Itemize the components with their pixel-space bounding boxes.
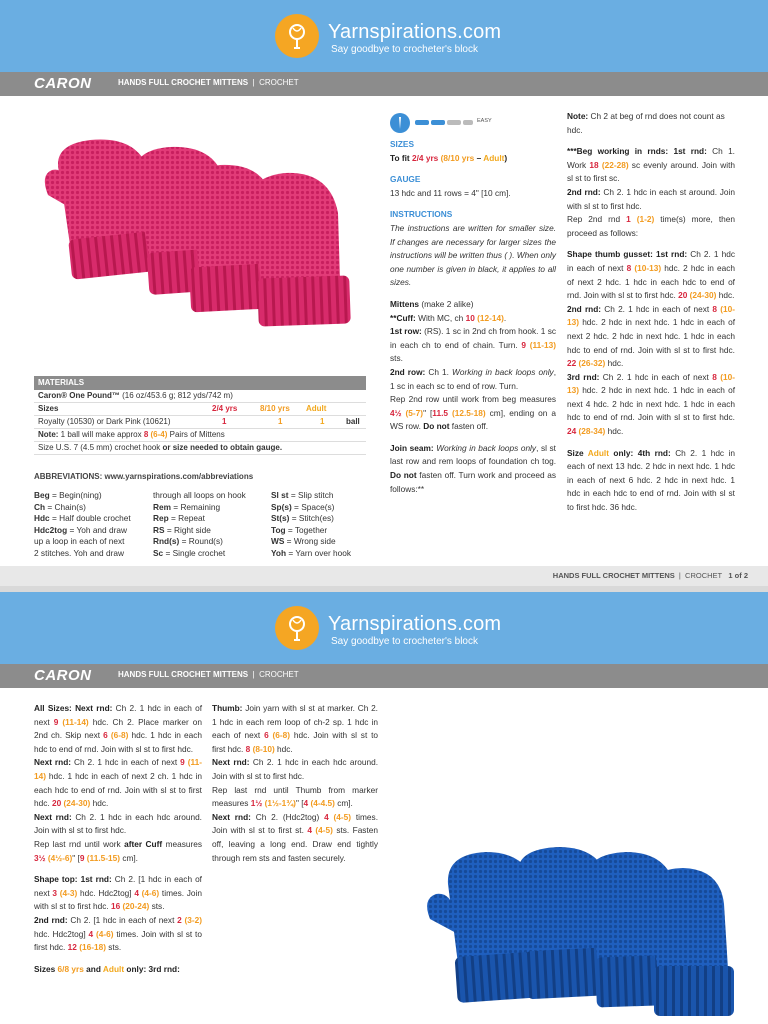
materials-colors-row: Royalty (10530) or Dark Pink (10621) 1 1 1 ball <box>34 416 366 429</box>
abbreviation-item: St(s) = Stitch(es) <box>271 513 334 523</box>
abbreviation-item: Sc = Single crochet <box>153 547 226 558</box>
pattern-title-2: HANDS FULL CROCHET MITTENS | CROCHET <box>118 670 299 679</box>
abbreviation-item: Yoh = Yarn over hook <box>271 547 352 558</box>
pink-mittens-image <box>40 135 360 345</box>
caron-logo-2: CARON <box>34 667 92 684</box>
abbreviations-column-1 <box>34 490 146 559</box>
pattern-title: HANDS FULL CROCHET MITTENS | CROCHET <box>118 78 299 87</box>
materials-table <box>34 376 366 455</box>
materials-yarn-row: Caron® One Pound™ (16 oz/453.6 g; 812 yds/742 m) <box>34 390 366 403</box>
abbreviation-item: Rem = Remaining <box>153 501 221 512</box>
abbreviation-item: through all loops on hook <box>153 490 246 500</box>
instructions-intro: The instructions are written for smaller size. If changes are necessary for larger sizes the instructions will be written thus ( ). When only one number is given in black, it applies to all sizes. <box>390 222 556 288</box>
abbreviation-item: Rnd(s) = Round(s) <box>153 536 223 546</box>
abbreviations-heading[interactable]: ABBREVIATIONS: www.yarnspirations.com/abbreviations <box>34 472 254 481</box>
abbreviations-column-3 <box>271 490 371 559</box>
note-text: Note: Ch 2 at beg of rnd does not count as hdc. <box>567 111 725 135</box>
mittens-text: Mittens (make 2 alike) **Cuff: With MC, ch 10 (12-14). 1st row: (RS). 1 sc in 2nd ch from hook. 1 sc in each ch to end of chain. Turn. 9 (11-13) sts. 2nd row: Ch 1. Working in back loops only, 1 sc in each sc to end of row. Turn. Rep 2nd row until work from beg measures 4½ (5-7)" [11.5 (12.5-18) cm], ending on a WS row. Do not fasten off. <box>390 298 556 432</box>
yarnspirations-logo-icon[interactable] <box>275 14 319 58</box>
page-2 <box>0 592 768 1024</box>
site-title-2[interactable]: Yarnspirations.com <box>328 613 502 635</box>
shape-top-text: Shape top: 1st rnd: Ch 2. [1 hdc in each of next 3 (4-3) hdc. Hdc2tog] 4 (4-6) times. Join with sl st to first hdc. 16 (20-24) sts. 2nd rnd: Ch 2. [1 hdc in each of next 2 (3-2) hdc. Hdc2tog] 4 (4-6) times. Join with sl st to first hdc. 12 (16-18) sts. <box>34 874 202 953</box>
yarnspirations-logo-icon[interactable] <box>275 606 319 650</box>
skill-level-icon <box>390 113 410 133</box>
sizes-third-rnd-text: Sizes 6/8 yrs and Adult only: 3rd rnd: <box>34 963 180 974</box>
site-tagline-2: Say goodbye to crocheter's block <box>331 636 478 647</box>
page-footer <box>0 566 768 586</box>
page2-column-1 <box>34 702 202 976</box>
abbreviation-item: Beg = Begin(ning) <box>34 490 102 500</box>
instructions-heading: INSTRUCTIONS <box>390 209 453 220</box>
page2-column-2 <box>212 702 378 865</box>
footer-text: HANDS FULL CROCHET MITTENS | CROCHET 1 of 2 <box>552 571 748 580</box>
thumb-text: Thumb: Join yarn with sl st at marker. Ch 2. 1 hdc in each rem loop of ch-2 sp. 1 hdc in each of next 6 (6-8) hdc. Join with sl st to first hdc. 8 (8-10) hdc. Next rnd: Ch 2. 1 hdc in each hdc around. Join with sl st to first hdc. Rep last rnd until Thumb from marker measures 1½ (1½-1¾)" [4 (4-4.5) cm]. Next rnd: Ch 2. (Hdc2tog) 4 (4-5) times. Join with sl st to first st. 4 (4-5) sts. Fasten off, leaving a long end. Draw end tightly through rem sts and fasten securely. <box>212 703 378 863</box>
site-tagline: Say goodbye to crocheter's block <box>331 44 478 55</box>
blue-mittens-image <box>408 844 738 1024</box>
skill-bar-1 <box>415 120 429 125</box>
abbreviation-item: up a loop in each of next <box>34 536 125 546</box>
abbreviation-item: 2 stitches. Yoh and draw <box>34 547 124 558</box>
brand-bar <box>0 72 768 96</box>
thumb-gusset-text: Shape thumb gusset: 1st rnd: Ch 2. 1 hdc in each of next 8 (10-13) hdc. 2 hdc in each of next 2 hdc. 1 hdc in each hdc to end of rnd. Join with sl st to first hdc. 20 (24-30) hdc. 2nd rnd: Ch 2. 1 hdc in each of next 8 (10-13) hdc. 2 hdc in next hdc. 1 hdc in each of next 2 hdc. 2 hdc in next hdc. 1 hdc in each hdc to end of rnd. Join with sl st to first hdc. 22 (26-32) hdc. 3rd rnd: Ch 2. 1 hdc in each of next 8 (10-13) hdc. 2 hdc in next hdc. 1 hdc in each of next 4 hdc. 2 hdc in next hdc. 1 hdc in each hdc to end of rnd. Join with sl st to first hdc. 24 (28-34) hdc. <box>567 249 735 437</box>
abbreviation-item: Sl st = Slip stitch <box>271 490 334 500</box>
abbreviations-column-2 <box>153 490 265 559</box>
pattern-column-3 <box>567 110 735 515</box>
abbreviation-item: Hdc = Half double crochet <box>34 513 131 523</box>
skill-bar-2 <box>431 120 445 125</box>
gauge-text: 13 hdc and 11 rows = 4" [10 cm]. <box>390 187 511 198</box>
pattern-column-2 <box>390 138 556 496</box>
site-banner <box>0 0 768 72</box>
gauge-heading: GAUGE <box>390 174 421 185</box>
abbreviation-item: Sp(s) = Space(s) <box>271 501 335 512</box>
abbreviation-item: RS = Right side <box>153 524 211 535</box>
materials-hook-row: Size U.S. 7 (4.5 mm) crochet hook or size needed to obtain gauge. <box>34 442 366 455</box>
size-adult-text: Size Adult only: 4th rnd: Ch 2. 1 hdc in each of next 13 hdc. 2 hdc in next hdc. 1 hdc in each of next 6 hdc. 2 hdc in next hdc. 1 hdc in each hdc to end of rnd. Join with sl st to first hdc. 36 hdc. <box>567 447 735 513</box>
abbreviation-item: Ch = Chain(s) <box>34 501 86 512</box>
brand-bar-2 <box>0 664 768 688</box>
join-seam-text: Join seam: Working in back loops only, sl st last row and rem loops of foundation ch tog. Do not fasten off. Turn work and proceed as follows:** <box>390 442 557 494</box>
rounds-text: ***Beg working in rnds: 1st rnd: Ch 1. Work 18 (22-28) sc evenly around. Join with sl st to first sc. 2nd rnd: Ch 2. 1 hdc in each st around. Join with sl st to first hdc. Rep 2nd rnd 1 (1-2) time(s) more, then proceed as follows: <box>567 146 736 238</box>
skill-bar-4 <box>463 120 473 125</box>
sizes-text: To fit 2/4 yrs (8/10 yrs – Adult) <box>390 152 508 163</box>
materials-note-row: Note: 1 ball will make approx 8 (6-4) Pairs of Mittens <box>34 429 366 442</box>
abbreviation-item: Hdc2tog = Yoh and draw <box>34 524 127 535</box>
site-banner-2 <box>0 592 768 664</box>
skill-level-label: EASY <box>477 118 492 124</box>
abbreviation-item: WS = Wrong side <box>271 536 336 546</box>
materials-sizes-row: Sizes 2/4 yrs 8/10 yrs Adult <box>34 403 366 416</box>
site-title[interactable]: Yarnspirations.com <box>328 21 502 43</box>
abbreviation-item: Rep = Repeat <box>153 513 205 523</box>
all-sizes-text: All Sizes: Next rnd: Ch 2. 1 hdc in each of next 9 (11-14) hdc. Ch 2. Place marker on 2nd ch. Skip next 6 (6-8) hdc. 1 hdc in each hdc to end of rnd. Join with sl st to first hdc. Next rnd: Ch 2. 1 hdc in each of next 9 (11-14) hdc. 1 hdc in each of next 2 ch. 1 hdc in each hdc to end of rnd. Join with sl st to first hdc. 20 (24-30) hdc. Next rnd: Ch 2. 1 hdc in each hdc around. Join with sl st to first hdc. Rep last rnd until work after Cuff measures 3½ (4½-6)" [9 (11.5-15) cm]. <box>34 703 203 863</box>
sizes-heading: SIZES <box>390 139 414 149</box>
skill-bar-3 <box>447 120 461 125</box>
materials-heading: MATERIALS <box>34 376 366 390</box>
abbreviation-item: Tog = Together <box>271 524 328 535</box>
caron-logo: CARON <box>34 75 92 92</box>
